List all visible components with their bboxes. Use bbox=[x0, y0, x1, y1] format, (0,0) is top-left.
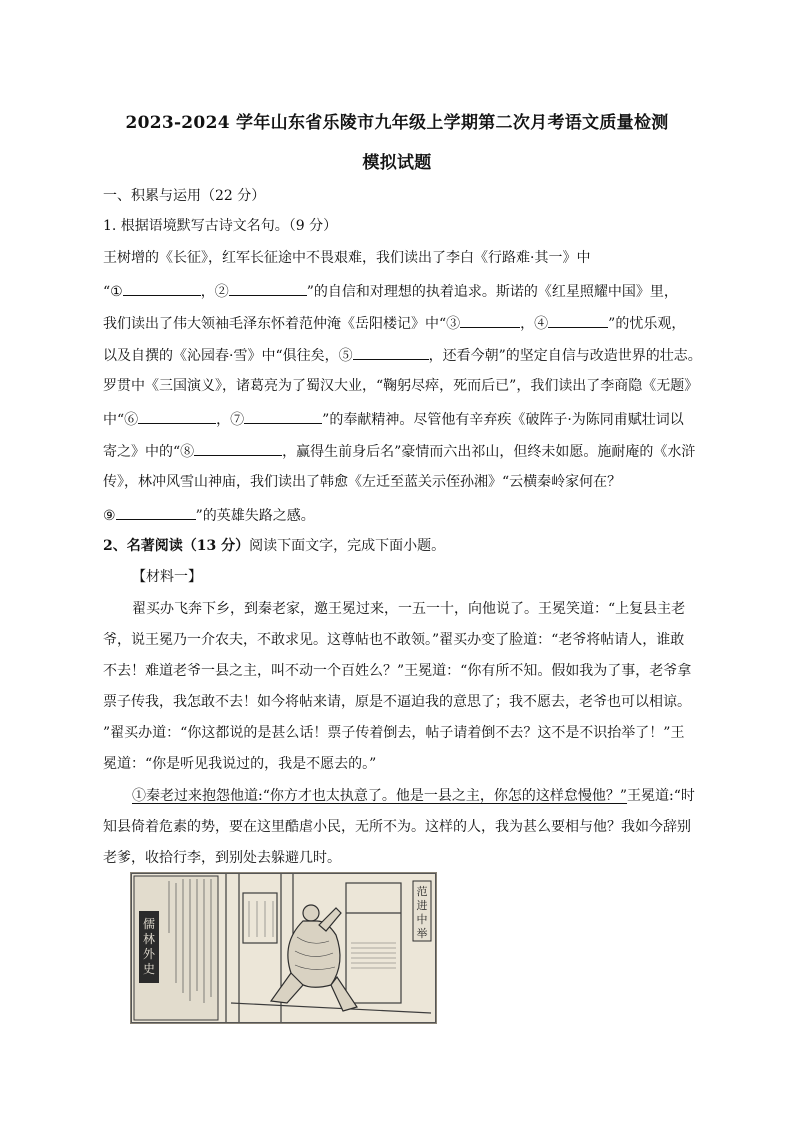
document-title-line2: 模拟试题 bbox=[362, 153, 432, 173]
q1-line-1 bbox=[103, 248, 590, 268]
answer-blank-8[interactable] bbox=[194, 440, 282, 456]
q1-text: 我们读出了伟大领袖毛泽东怀着范仲淹《岳阳楼记》中“③ bbox=[103, 316, 461, 332]
passage-line: 翟买办飞奔下乡，到秦老家，邀王冕过来，一五一十，向他说了。王冕笑道：“上复县主老 bbox=[132, 601, 686, 617]
banner-right-char: 举 bbox=[416, 927, 428, 940]
q1-line-4 bbox=[103, 344, 702, 366]
passage-line bbox=[132, 786, 695, 806]
q1-text: 传》，林冲风雪山神庙，我们读出了韩愈《左迁至蓝关示侄孙湘》“云横秦岭家何在？ bbox=[103, 474, 622, 490]
illustration-woodcut bbox=[130, 872, 437, 1024]
q1-line-8 bbox=[103, 472, 621, 492]
passage-text: 王冕道:“时 bbox=[627, 788, 695, 804]
q1-text: 以及自撰的《沁园春·雪》中“俱往矣，⑤ bbox=[103, 348, 353, 364]
answer-blank-9[interactable] bbox=[116, 504, 196, 520]
q1-text: 中“⑥ bbox=[103, 412, 139, 428]
banner-left-char: 史 bbox=[142, 962, 156, 976]
question-2-instruction: 阅读下面文字，完成下面小题。 bbox=[249, 538, 446, 554]
q1-text: “① bbox=[103, 284, 123, 300]
q1-text: ，② bbox=[200, 284, 229, 300]
answer-blank-1[interactable] bbox=[123, 280, 201, 296]
banner-left-char: 林 bbox=[142, 932, 156, 946]
answer-blank-7[interactable] bbox=[244, 408, 322, 424]
passage-line: ”翟买办道：“你这都说的是甚么话！票子传着倒去，帖子请着倒不去？这不是不识抬举了！”王 bbox=[103, 725, 685, 741]
q1-text: 寄之》中的“⑧ bbox=[103, 444, 195, 460]
passage-line: 票子传我，我怎敢不去！如今将帖来请，原是不逼迫我的意思了；我不愿去，老爷也可以相谅。 bbox=[103, 694, 691, 710]
passage-line: 爷，说王冕乃一介农夫，不敢求见。这尊帖也不敢领。”翟买办变了脸道：“老爷将帖请人，谁敢 bbox=[103, 632, 685, 648]
banner-left-char: 儒 bbox=[142, 917, 156, 931]
question-1-title: 1. 根据语境默写古诗文名句。（9 分） bbox=[103, 218, 338, 234]
q1-text: ”的奉献精神。尽管他有辛弃疾《破阵子·为陈同甫赋壮词以 bbox=[322, 412, 684, 428]
q1-text: ，还看今朝”的坚定自信与改造世界的壮志。 bbox=[428, 348, 702, 364]
question-2-title bbox=[103, 536, 445, 556]
q1-line-9 bbox=[103, 504, 315, 526]
material-label: 【材料一】 bbox=[132, 569, 202, 585]
underlined-sentence-1: ①秦老过来抱怨他道:“你方才也太执意了。他是一县之主，你怎的这样怠慢他？” bbox=[132, 788, 628, 804]
q1-line-7 bbox=[103, 440, 695, 462]
section-heading: 一、积累与运用（22 分） bbox=[103, 188, 266, 204]
passage-line: 不去！难道老爷一县之主，叫不动一个百姓么？”王冕道：“你有所不知。假如我为了事，老爷拿 bbox=[103, 663, 692, 679]
document-title-line1: 2023-2024 学年山东省乐陵市九年级上学期第二次月考语文质量检测 bbox=[125, 113, 669, 133]
q1-line-3 bbox=[103, 312, 685, 334]
banner-right-char: 进 bbox=[416, 899, 428, 912]
answer-blank-4[interactable] bbox=[548, 312, 608, 328]
passage-line: 知县倚着危素的势，要在这里酷虐小民，无所不为。这样的人，我为甚么要相与他？我如今辞别 bbox=[103, 819, 691, 835]
q1-line-2 bbox=[103, 280, 678, 302]
q1-text: 罗贯中《三国演义》，诸葛亮为了蜀汉大业，“鞠躬尽瘁，死而后已”，我们读出了李商隐《无题》 bbox=[103, 378, 699, 394]
q1-text: ，赢得生前身后名”豪情而六出祁山，但终未如愿。施耐庵的《水浒 bbox=[282, 444, 696, 460]
banner-right-char: 范 bbox=[416, 885, 428, 898]
q1-line-5 bbox=[103, 376, 698, 396]
q1-text: ”的英雄失路之感。 bbox=[195, 508, 315, 524]
answer-blank-2[interactable] bbox=[229, 280, 307, 296]
q1-text: ，④ bbox=[520, 316, 549, 332]
banner-right-char: 中 bbox=[416, 913, 428, 926]
answer-blank-3[interactable] bbox=[460, 312, 520, 328]
q1-line-6 bbox=[103, 408, 684, 430]
banner-left-char: 外 bbox=[142, 947, 156, 961]
q1-text: 王树增的《长征》，红军长征途中不畏艰难，我们读出了李白《行路难·其一》中 bbox=[103, 250, 591, 266]
passage-line: 冕道：“你是听见我说过的，我是不愿去的。” bbox=[103, 756, 377, 772]
passage-line: 老爹，收拾行李，到别处去躲避几时。 bbox=[103, 850, 341, 866]
answer-blank-6[interactable] bbox=[138, 408, 216, 424]
q1-text: ⑨ bbox=[103, 508, 116, 524]
illustration-artwork bbox=[131, 873, 436, 1023]
question-2-label: 2、名著阅读（13 分） bbox=[103, 538, 250, 554]
answer-blank-5[interactable] bbox=[353, 344, 429, 360]
q1-text: ”的忧乐观， bbox=[608, 316, 686, 332]
q1-text: ，⑦ bbox=[216, 412, 245, 428]
q1-text: ”的自信和对理想的执着追求。斯诺的《红星照耀中国》里， bbox=[306, 284, 678, 300]
